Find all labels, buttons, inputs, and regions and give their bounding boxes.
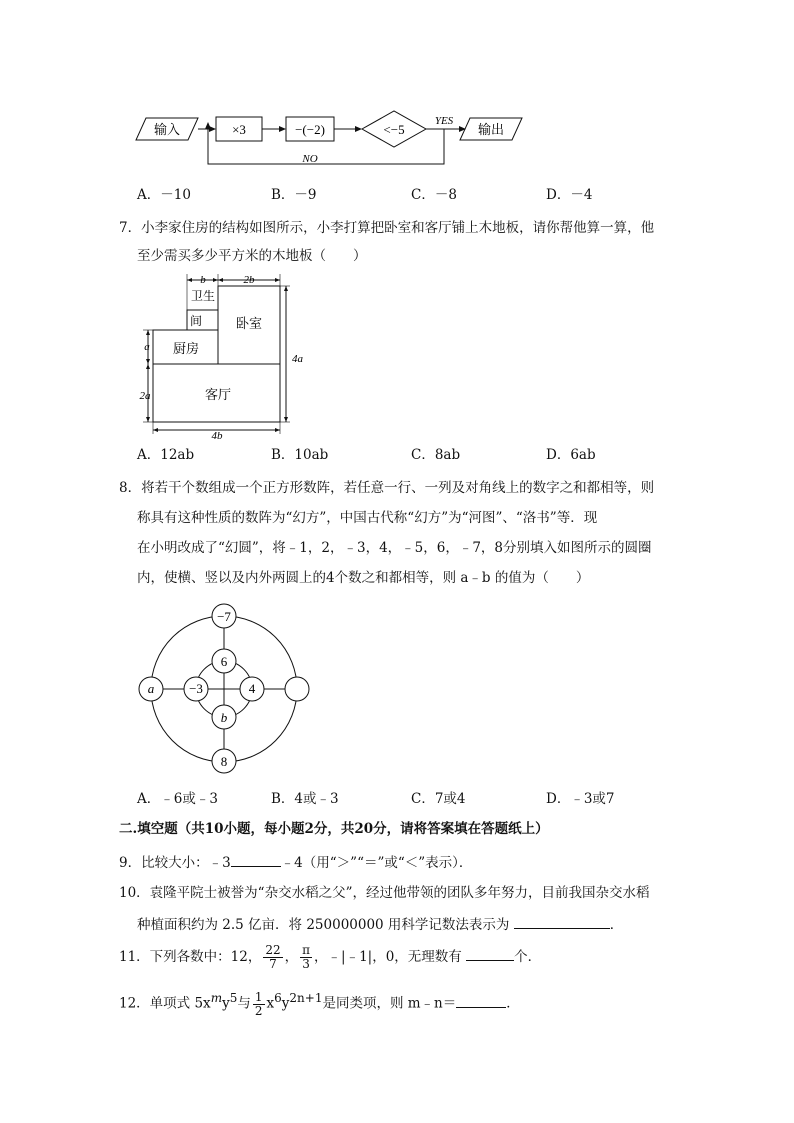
dim-4b-label: 4b: [211, 430, 223, 442]
q8-option-a: A．﹣6或﹣3: [137, 791, 218, 807]
circle-inner-top-value: 6: [220, 654, 228, 669]
q6-option-a: A．－10: [137, 187, 191, 203]
q11-mid: ，﹣|﹣1|，0，无理数有: [314, 949, 462, 965]
q12-f-num: 1: [254, 989, 263, 1004]
q7-option-d: D．6ab: [546, 447, 596, 463]
q12-f-den: 2: [254, 1003, 263, 1018]
q11-text: [119, 944, 541, 971]
q11-pre: 11．下列各数中：12，: [119, 949, 262, 965]
q8-text-line2: 称具有这种性质的数阵为“幻方”，中国古代称“幻方”为“河图”、“洛书”等．现: [137, 510, 598, 526]
circle-bottom-value: 8: [220, 754, 228, 769]
q11-sep: ，: [284, 949, 299, 965]
flowchart-compare-label: <−5: [383, 122, 405, 137]
flowchart-diagram: [130, 108, 530, 170]
q12-exp-2n1: 2n+1: [289, 991, 323, 1005]
q7-text-line1: 7．小李家住房的结构如图所示，小李打算把卧室和客厅铺上木地板，请你帮他算一算，他: [119, 220, 655, 236]
q10-end: ．: [609, 917, 624, 933]
q8-text-line1: 8．将若干个数组成一个正方形数阵，若任意一行、一列及对角线上的数字之和都相等，则: [119, 480, 655, 496]
dim-2b-label: 2b: [243, 274, 255, 286]
q8-option-c: C．7或4: [411, 791, 466, 807]
q8-text-line3: 在小明改成了“幻圆”，将﹣1，2，﹣3，4，﹣5，6，﹣7，8分别填入如图所示的圆圈: [137, 540, 652, 556]
q7-option-c: C．8ab: [411, 447, 461, 463]
dim-2a-label: 2a: [139, 390, 151, 402]
q12-answer-blank[interactable]: [456, 993, 506, 1008]
q8-option-b: B．4或﹣3: [271, 791, 339, 807]
kitchen-label: 厨房: [172, 341, 200, 356]
circle-inner-bottom-value: b: [220, 710, 228, 725]
q9-text: [119, 852, 472, 872]
q11-f1-den: 7: [269, 957, 277, 971]
dim-4a-label: 4a: [292, 353, 303, 365]
q10-answer-blank[interactable]: [514, 914, 610, 929]
bedroom-label: 卧室: [235, 316, 263, 331]
q10-text-line2: [137, 914, 623, 934]
q9-pre: 9．比较大小：﹣3: [119, 855, 231, 871]
q11-f2-den: 3: [302, 957, 310, 971]
q11-post: 个．: [514, 949, 542, 965]
floor-plan-figure: [138, 272, 303, 442]
magic-circle-figure: [134, 600, 314, 780]
q12-y: y: [222, 995, 230, 1012]
circle-inner-right-value: 4: [248, 681, 256, 696]
section-heading: 二.填空题（共10小题，每小题2分，共20分，请将答案填在答题纸上）: [119, 821, 549, 837]
fraction-pi-3: [300, 944, 312, 971]
flowchart-minus-label: −(−2): [295, 122, 325, 137]
q6-option-b: B．－9: [271, 187, 317, 203]
q12-with: 与: [237, 995, 251, 1012]
q6-option-c: C．－8: [411, 187, 457, 203]
bathroom-label-1: 卫生: [190, 289, 216, 303]
bathroom-label-2: 间: [189, 314, 203, 328]
q11-f1-num: 22: [265, 943, 281, 957]
q12-y2: y: [281, 995, 290, 1012]
q7-option-a: A．12ab: [137, 447, 195, 463]
flowchart-input-label: 输入: [153, 122, 181, 137]
q7-text-line2: 至少需买多少平方米的木地板（ ）: [137, 248, 367, 264]
q12-x: x: [266, 995, 275, 1012]
circle-inner-left-value: −3: [189, 681, 203, 696]
flowchart-no-label: NO: [302, 153, 318, 165]
q10-line2: 种植面积约为 2.5 亿亩．将 250000000 用科学记数法表示为: [137, 917, 510, 933]
q8-text-line4: 内，使横、竖以及内外两圆上的4个数之和都相等，则 a﹣b 的值为（ ）: [137, 570, 590, 586]
flowchart-times3-label: ×3: [232, 122, 246, 137]
q11-answer-blank[interactable]: [466, 946, 514, 961]
q8-option-d: D．﹣3或7: [546, 791, 615, 807]
q12-exp-5: 5: [229, 991, 238, 1005]
fraction-1-2: [253, 991, 265, 1018]
living-room-label: 客厅: [204, 387, 232, 402]
flowchart-output-label: 输出: [477, 122, 505, 137]
q12-exp-6: 6: [274, 991, 282, 1005]
q12-text: [119, 989, 520, 1018]
q12-post: 是同类项，则 m﹣n＝: [322, 995, 457, 1012]
q9-post: ﹣4（用“＞”“＝”或“＜”表示）．: [280, 855, 473, 871]
flowchart-yes-label: YES: [434, 115, 454, 127]
dim-a-label: a: [144, 341, 150, 353]
fraction-22-7: [263, 944, 282, 971]
q12-exp-m: m: [210, 991, 223, 1005]
q11-f2-num: π: [302, 943, 311, 957]
q12-end: ．: [506, 995, 520, 1012]
circle-left-value: a: [147, 681, 155, 696]
q7-option-b: B．10ab: [271, 447, 329, 463]
circle-top-value: −7: [217, 609, 231, 624]
q9-answer-blank[interactable]: [231, 852, 281, 867]
q10-text-line1: 10．袁隆平院士被誉为“杂交水稻之父”，经过他带领的团队多年努力，目前我国杂交水稻: [119, 885, 650, 901]
q6-option-d: D．－4: [546, 187, 593, 203]
q12-pre: 12．单项式 5x: [119, 995, 211, 1012]
dim-b-label: b: [200, 274, 206, 286]
